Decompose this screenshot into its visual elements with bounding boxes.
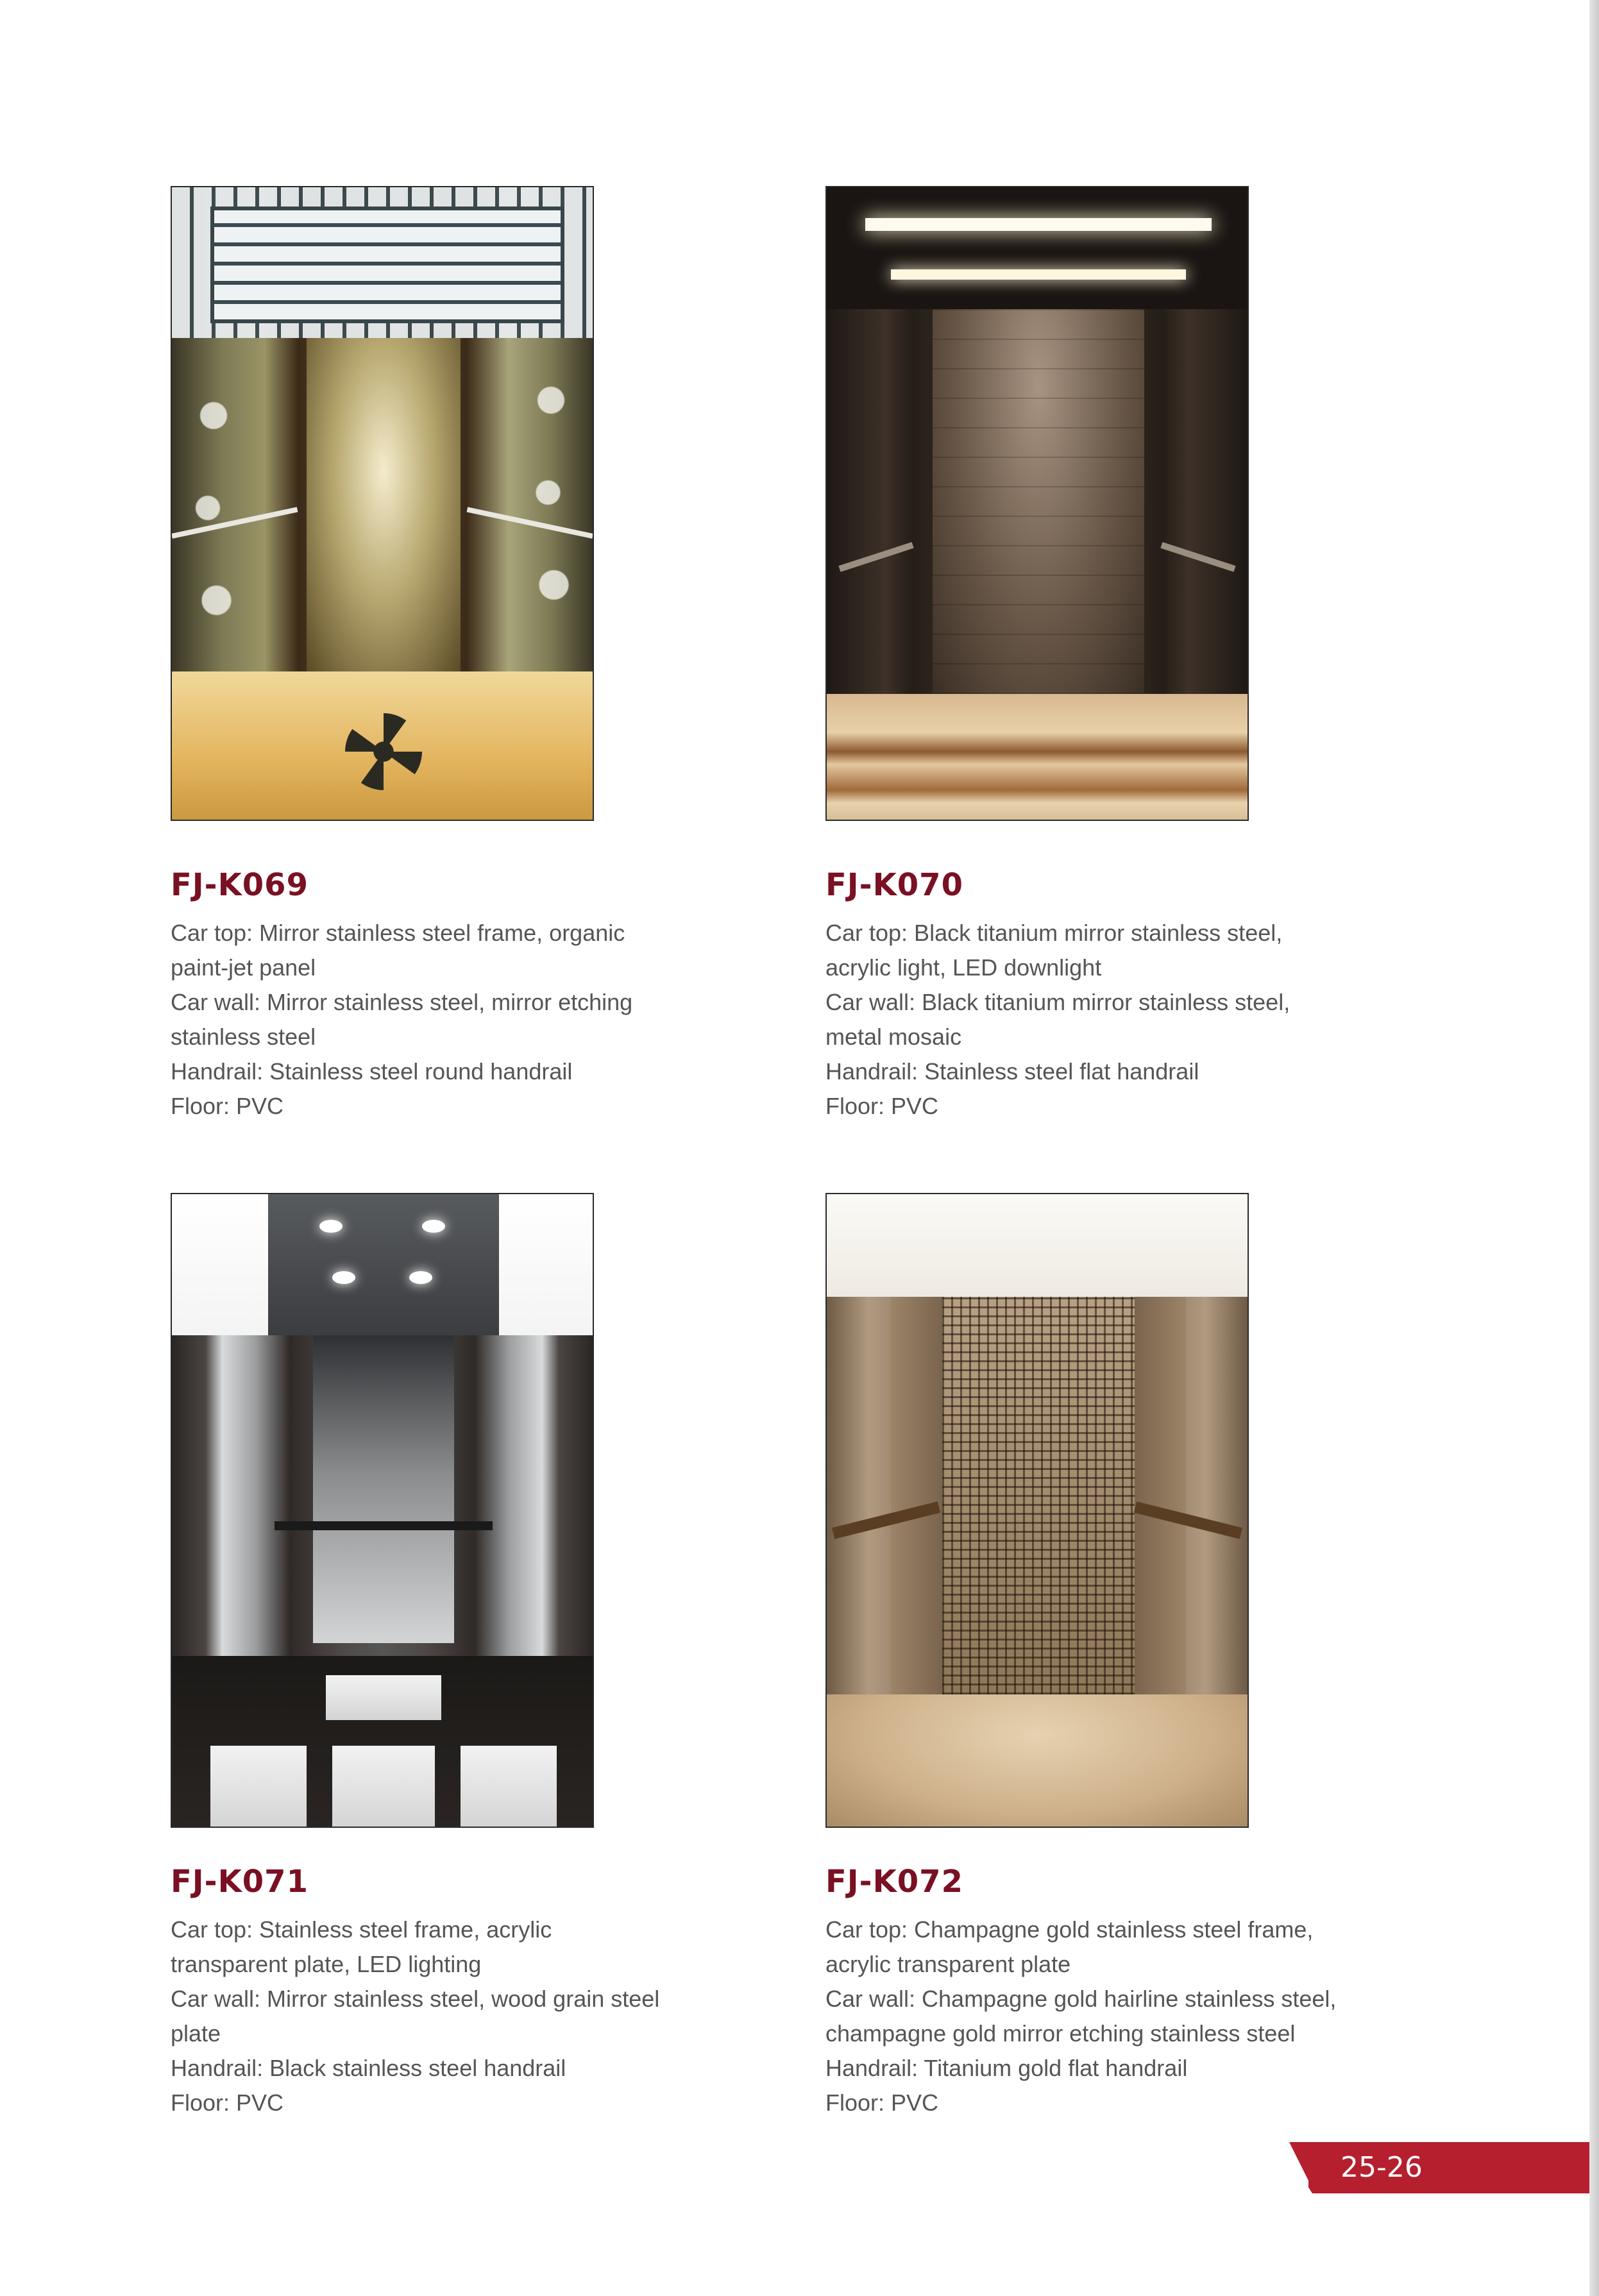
elevator-photo-fj-k070: [825, 186, 1249, 821]
spec-line: Floor: PVC: [171, 2089, 284, 2116]
spec-list: [825, 1912, 1403, 2120]
downlight: [319, 1220, 343, 1233]
floor: [827, 1694, 1248, 1828]
product-card-fj-k070: [825, 186, 1403, 1124]
page-number-tab: [1280, 2142, 1589, 2193]
ceiling-panel: [210, 207, 564, 323]
floor: [827, 694, 1248, 821]
spec-line: Car wall: Champagne gold hairline stainless steel,: [825, 1986, 1337, 2012]
product-card-fj-k072: [825, 1193, 1403, 2120]
spec-line: Car top: Stainless steel frame, acrylic: [171, 1916, 552, 1943]
spec-list: [171, 1912, 748, 2120]
back-wall: [313, 1335, 454, 1643]
back-wall: [307, 338, 461, 671]
floor-tile: [210, 1746, 307, 1828]
handrail: [275, 1521, 493, 1530]
product-code: FJ-K070: [825, 867, 963, 903]
floral-etching: [185, 354, 242, 662]
product-card-fj-k069: [171, 186, 748, 1124]
spec-line: acrylic light, LED downlight: [825, 954, 1102, 981]
handrail: [838, 542, 913, 572]
ceiling-light: [891, 269, 1186, 280]
spec-list: [825, 916, 1403, 1124]
spec-line: Car top: Champagne gold stainless steel frame,: [825, 1916, 1314, 1943]
floral-etching: [522, 354, 580, 662]
elevator-photo-fj-k071: [171, 1193, 594, 1828]
spec-line: Floor: PVC: [825, 2089, 939, 2116]
spec-line: Car top: Black titanium mirror stainless steel,: [825, 920, 1283, 946]
page-edge: [1589, 0, 1599, 2296]
spec-line: Floor: PVC: [171, 1093, 284, 1119]
downlight: [332, 1271, 355, 1284]
spec-line: metal mosaic: [825, 1024, 962, 1050]
floor-tile: [332, 1746, 435, 1828]
spec-line: Handrail: Titanium gold flat handrail: [825, 2055, 1188, 2081]
product-code: FJ-K071: [171, 1864, 309, 1900]
spec-line: Floor: PVC: [825, 1093, 939, 1119]
spec-line: champagne gold mirror etching stainless steel: [825, 2020, 1296, 2047]
back-wall-etching: [942, 1297, 1135, 1694]
side-wall: [1135, 1297, 1186, 1694]
ceiling-panel: [268, 1194, 499, 1335]
product-code: FJ-K072: [825, 1864, 963, 1900]
spec-line: transparent plate, LED lighting: [171, 1951, 482, 1977]
spec-line: Car wall: Mirror stainless steel, wood grain steel: [171, 1986, 660, 2012]
back-wall: [933, 309, 1144, 694]
downlight: [422, 1220, 445, 1233]
spec-line: Handrail: Stainless steel flat handrail: [825, 1058, 1199, 1085]
floor-tile: [326, 1675, 441, 1720]
ceiling: [827, 187, 1248, 309]
spec-list: [171, 916, 748, 1124]
spec-line: Car wall: Mirror stainless steel, mirror etching: [171, 989, 633, 1015]
spec-line: Handrail: Stainless steel round handrail: [171, 1058, 573, 1085]
floor-medallion: [345, 713, 422, 790]
elevator-photo-fj-k069: [171, 186, 594, 821]
product-card-fj-k071: [171, 1193, 748, 2120]
ceiling-light: [865, 218, 1212, 231]
product-code: FJ-K069: [171, 867, 309, 903]
side-wall: [891, 1297, 942, 1694]
spec-line: stainless steel: [171, 1024, 316, 1050]
handrail: [1160, 542, 1235, 572]
spec-line: Handrail: Black stainless steel handrail: [171, 2055, 566, 2081]
spec-line: Car top: Mirror stainless steel frame, organic: [171, 920, 625, 946]
spec-line: plate: [171, 2020, 221, 2047]
spec-line: paint-jet panel: [171, 954, 316, 981]
floor-tile: [461, 1746, 557, 1828]
spec-line: acrylic transparent plate: [825, 1951, 1071, 1977]
page-number: 25-26: [1341, 2151, 1423, 2184]
downlight: [409, 1271, 432, 1284]
spec-line: Car wall: Black titanium mirror stainless steel,: [825, 989, 1290, 1015]
elevator-photo-fj-k072: [825, 1193, 1249, 1828]
ceiling: [827, 1194, 1248, 1297]
